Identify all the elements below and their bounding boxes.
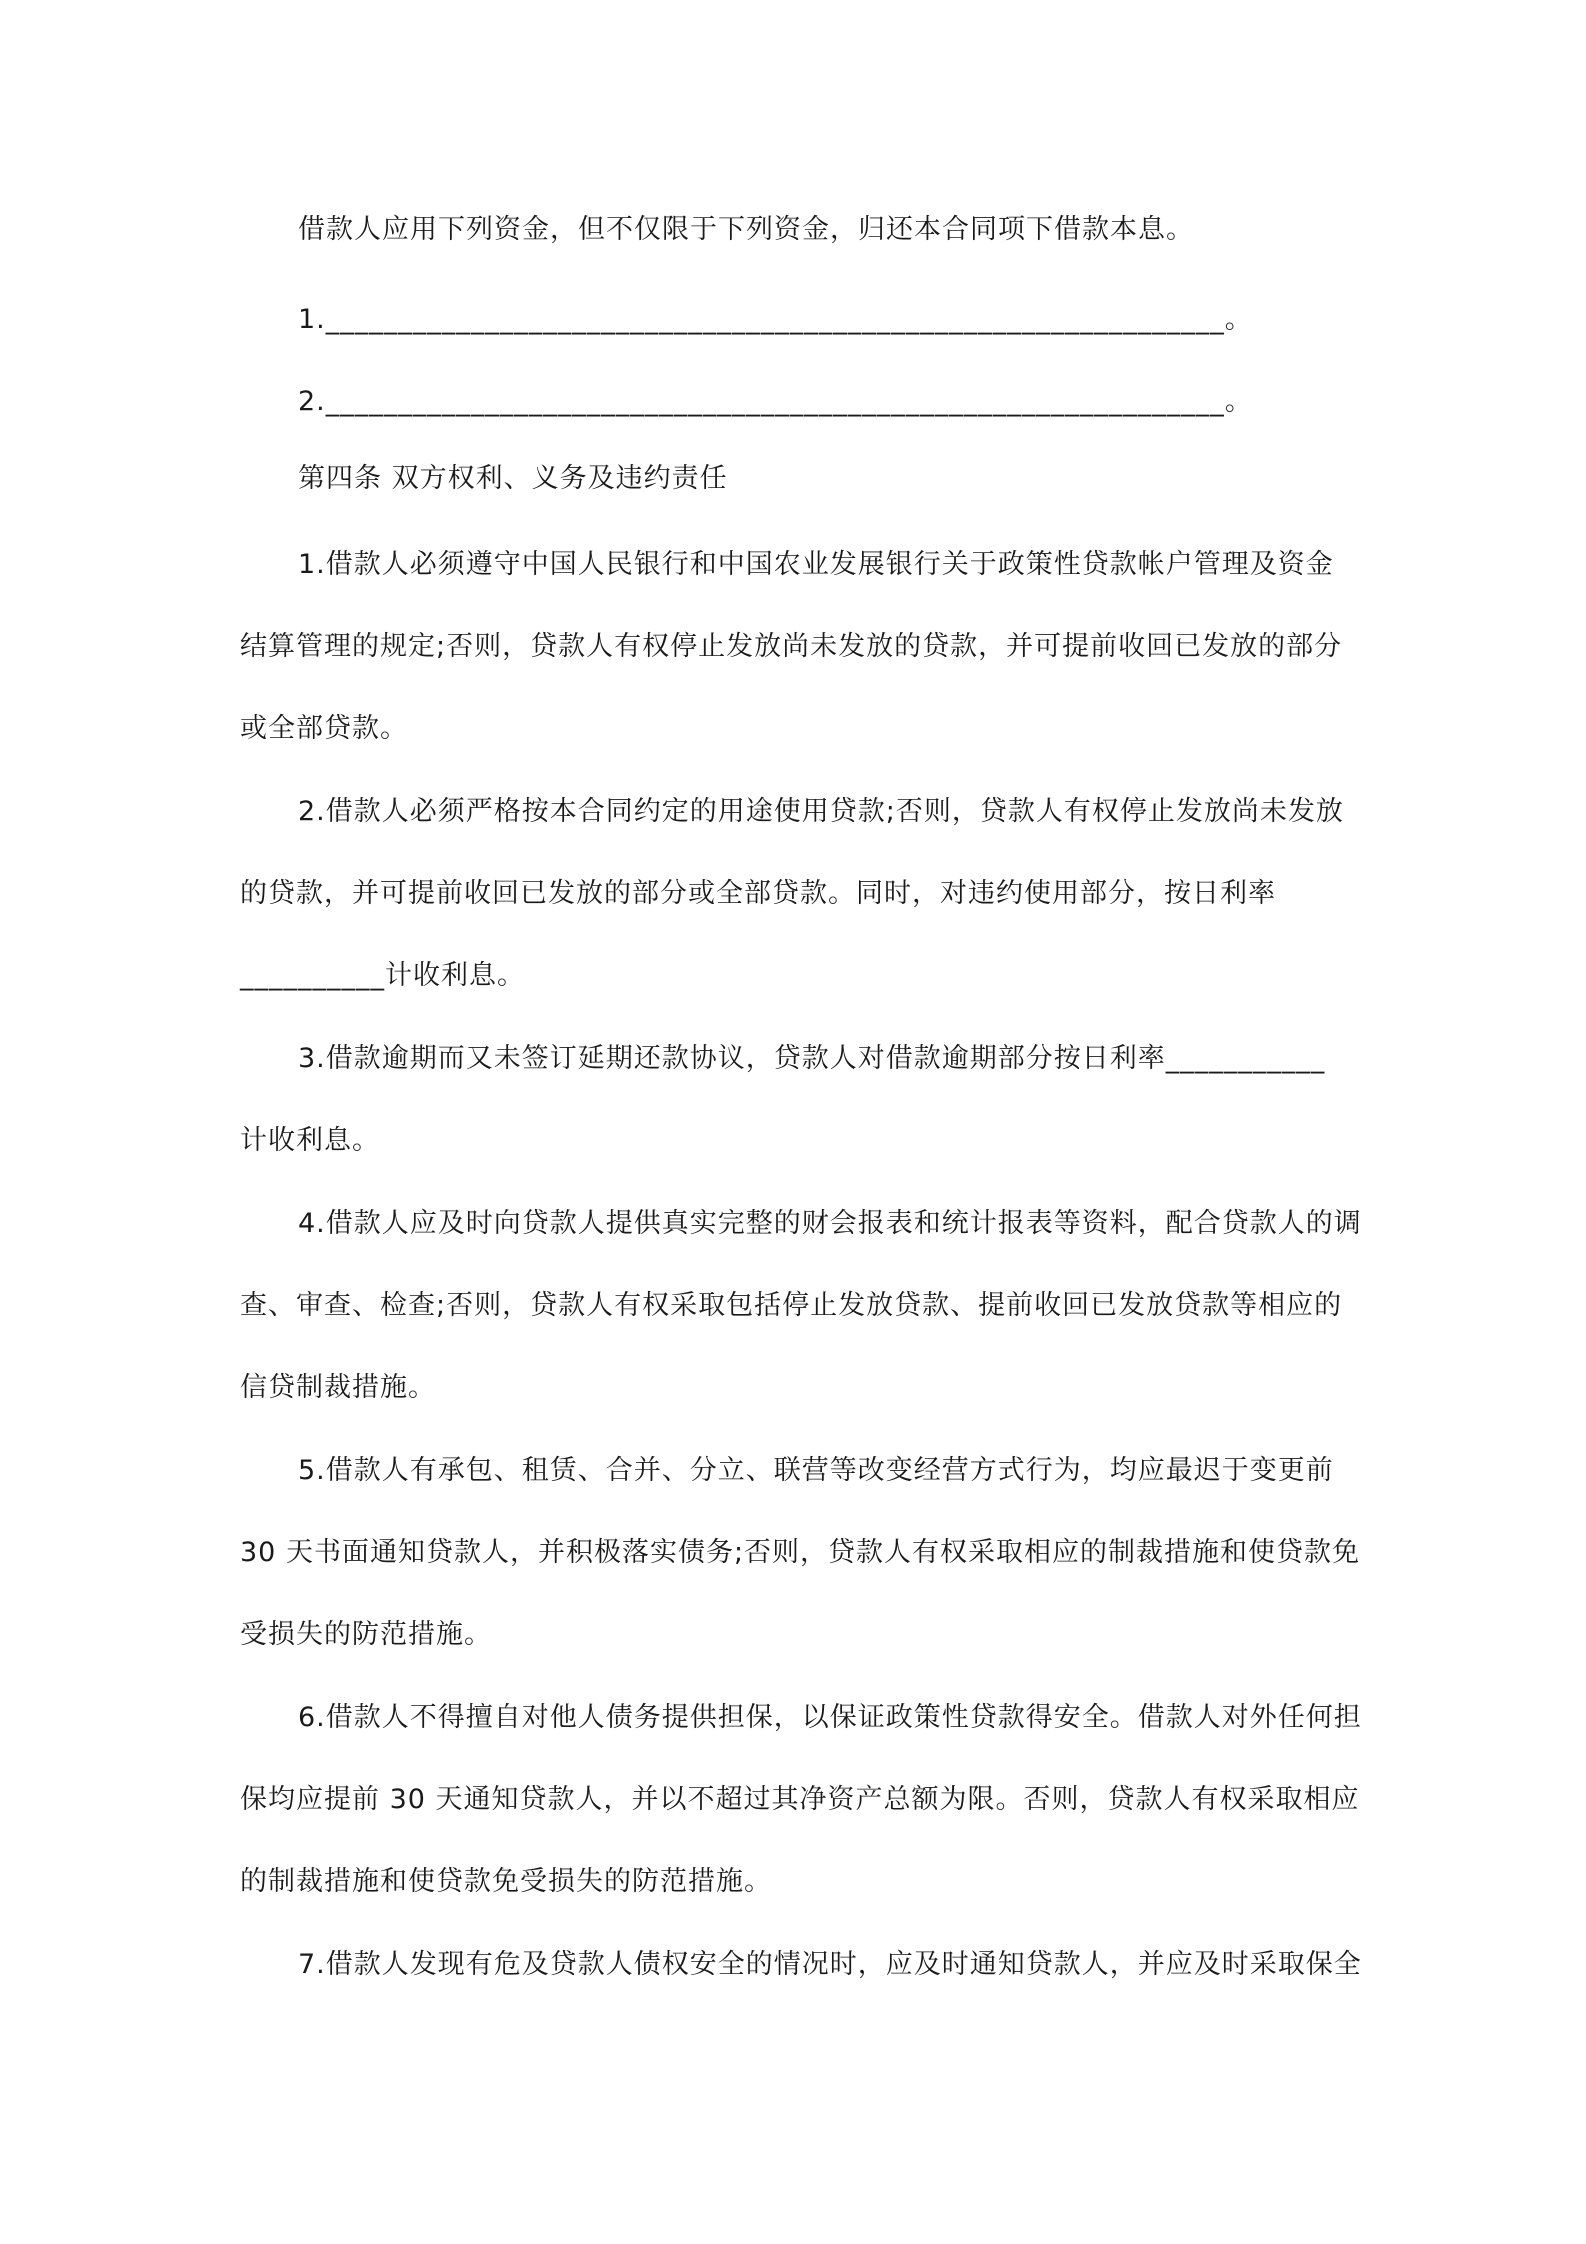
- clause-6-line-1: 6.借款人不得擅自对他人债务提供担保，以保证政策性贷款得安全。借款人对外任何担: [298, 1702, 1362, 1733]
- article-heading: 第四条 双方权利、义务及违约责任: [298, 463, 728, 494]
- clause-2-line-3: __________计收利息。: [240, 960, 525, 991]
- clause-5-line-2: 30 天书面通知贷款人，并积极落实债务;否则，贷款人有权采取相应的制裁措施和使贷款免: [240, 1537, 1361, 1568]
- repayment-source-1: 1.______________________________________________________________。: [298, 304, 1253, 335]
- clause-2-line-1: 2.借款人必须严格按本合同约定的用途使用贷款;否则，贷款人有权停止发放尚未发放: [298, 796, 1344, 827]
- clause-3-line-1: 3.借款逾期而又未签订延期还款协议，贷款人对借款逾期部分按日利率___________: [298, 1043, 1326, 1074]
- clause-1-line-2: 结算管理的规定;否则，贷款人有权停止发放尚未发放的贷款，并可提前收回已发放的部分: [240, 631, 1343, 662]
- clause-5-line-1: 5.借款人有承包、租赁、合并、分立、联营等改变经营方式行为，均应最迟于变更前: [298, 1455, 1334, 1486]
- clause-2-line-2: 的贷款，并可提前收回已发放的部分或全部贷款。同时，对违约使用部分，按日利率: [240, 878, 1276, 909]
- clause-6-line-3: 的制裁措施和使贷款免受损失的防范措施。: [240, 1866, 772, 1897]
- clause-4-line-2: 查、审查、检查;否则，贷款人有权采取包括停止发放贷款、提前收回已发放贷款等相应的: [240, 1290, 1343, 1321]
- clause-1-line-1: 1.借款人必须遵守中国人民银行和中国农业发展银行关于政策性贷款帐户管理及资金: [298, 549, 1334, 580]
- clause-7-line-1: 7.借款人发现有危及贷款人债权安全的情况时，应及时通知贷款人，并应及时采取保全: [298, 1949, 1362, 1980]
- clause-6-line-2: 保均应提前 30 天通知贷款人，并以不超过其净资产总额为限。否则，贷款人有权采取相应: [240, 1784, 1360, 1815]
- clause-5-line-3: 受损失的防范措施。: [240, 1619, 492, 1650]
- clause-4-line-1: 4.借款人应及时向贷款人提供真实完整的财会报表和统计报表等资料，配合贷款人的调: [298, 1208, 1362, 1239]
- clause-3-line-2: 计收利息。: [240, 1125, 380, 1156]
- repayment-source-2: 2.______________________________________________________________。: [298, 386, 1253, 417]
- intro-paragraph: 借款人应用下列资金，但不仅限于下列资金，归还本合同项下借款本息。: [298, 214, 1194, 245]
- clause-1-line-3: 或全部贷款。: [240, 713, 408, 744]
- clause-4-line-3: 信贷制裁措施。: [240, 1372, 436, 1403]
